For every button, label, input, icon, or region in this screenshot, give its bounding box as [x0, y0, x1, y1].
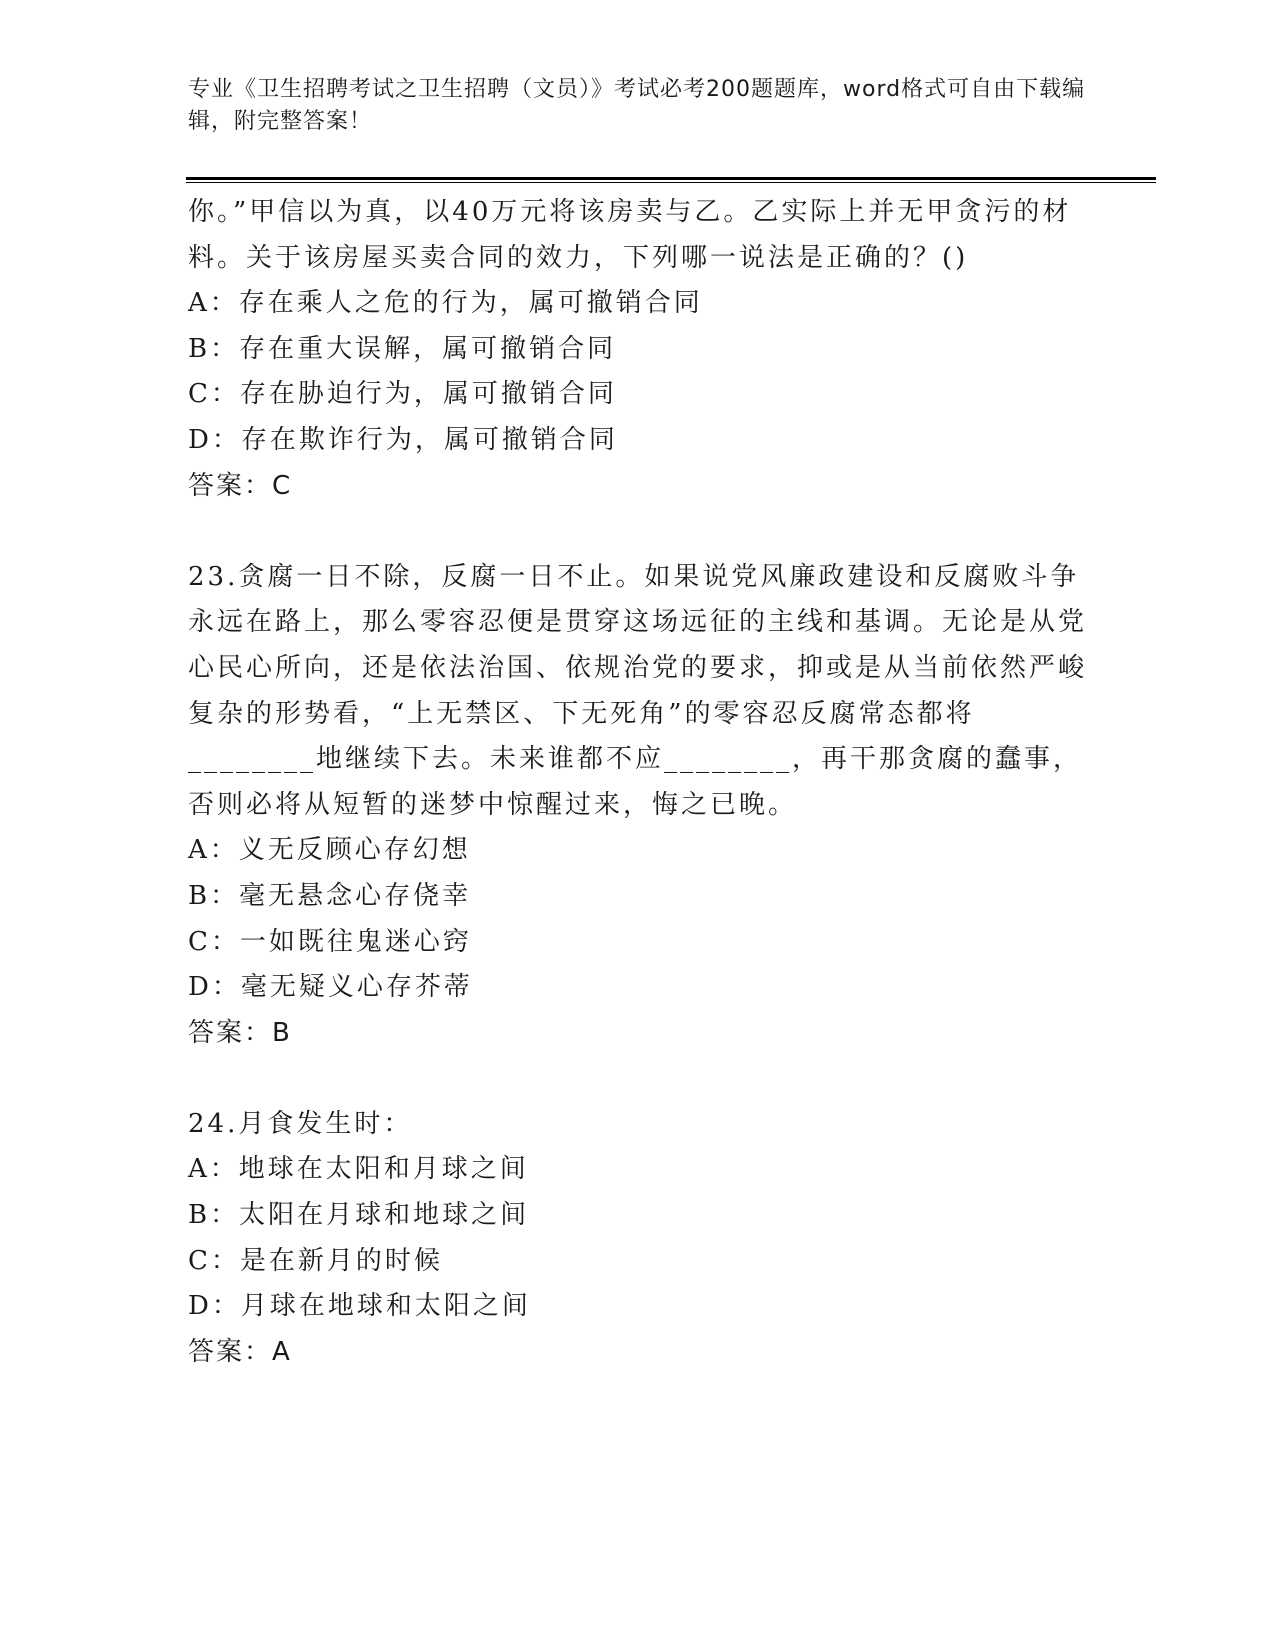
header-divider-thin — [186, 182, 1156, 183]
option-c: C：是在新月的时候 — [188, 1245, 443, 1276]
answer: 答案：A — [188, 1336, 292, 1367]
answer: 答案：B — [188, 1017, 292, 1048]
question-23 — [188, 555, 1088, 1057]
question-stem: 23.贪腐一日不除，反腐一日不止。如果说党风廉政建设和反腐败斗争永远在路上，那么零容忍便是贯穿这场远征的主线和基调。无论是从党心民心所向，还是依法治国、依规治党的要求，抑或是从当前依然严峻复杂的形势看，“上无禁区、下无死角”的零容忍反腐常态都将________地继续下去。未来谁都不应________，再干那贪腐的蠢事，否则必将从短暂的迷梦中惊醒过来，悔之已晚。 — [188, 561, 1088, 820]
option-b: B：太阳在月球和地球之间 — [188, 1200, 530, 1231]
option-a: A：存在乘人之危的行为，属可撤销合同 — [188, 288, 703, 319]
option-c: C：一如既往鬼迷心窍 — [188, 926, 472, 957]
option-b: B：毫无悬念心存侥幸 — [188, 880, 472, 911]
answer: 答案：C — [188, 470, 293, 501]
question-stem: 你。”甲信以为真，以40万元将该房卖与乙。乙实际上并无甲贪污的材料。关于该房屋买卖合同的效力，下列哪一说法是正确的？() — [188, 197, 1072, 273]
option-c: C：存在胁迫行为，属可撤销合同 — [188, 379, 617, 410]
document-header: 专业《卫生招聘考试之卫生招聘（文员）》考试必考200题题库，word格式可自由下载编辑，附完整答案！ — [188, 77, 1086, 134]
question-22 — [188, 190, 1088, 509]
spacer — [188, 1056, 1088, 1102]
question-24 — [188, 1102, 1088, 1376]
option-a: A：地球在太阳和月球之间 — [188, 1154, 529, 1185]
option-a: A：义无反顾心存幻想 — [188, 835, 471, 866]
option-d: D：月球在地球和太阳之间 — [188, 1291, 531, 1322]
header-divider-thick — [186, 177, 1156, 180]
document-content — [188, 190, 1088, 1375]
question-stem: 24.月食发生时： — [188, 1108, 413, 1139]
option-d: D：存在欺诈行为，属可撤销合同 — [188, 424, 618, 455]
option-d: D：毫无疑义心存芥蒂 — [188, 972, 473, 1003]
option-b: B：存在重大误解，属可撤销合同 — [188, 333, 617, 364]
spacer — [188, 509, 1088, 555]
